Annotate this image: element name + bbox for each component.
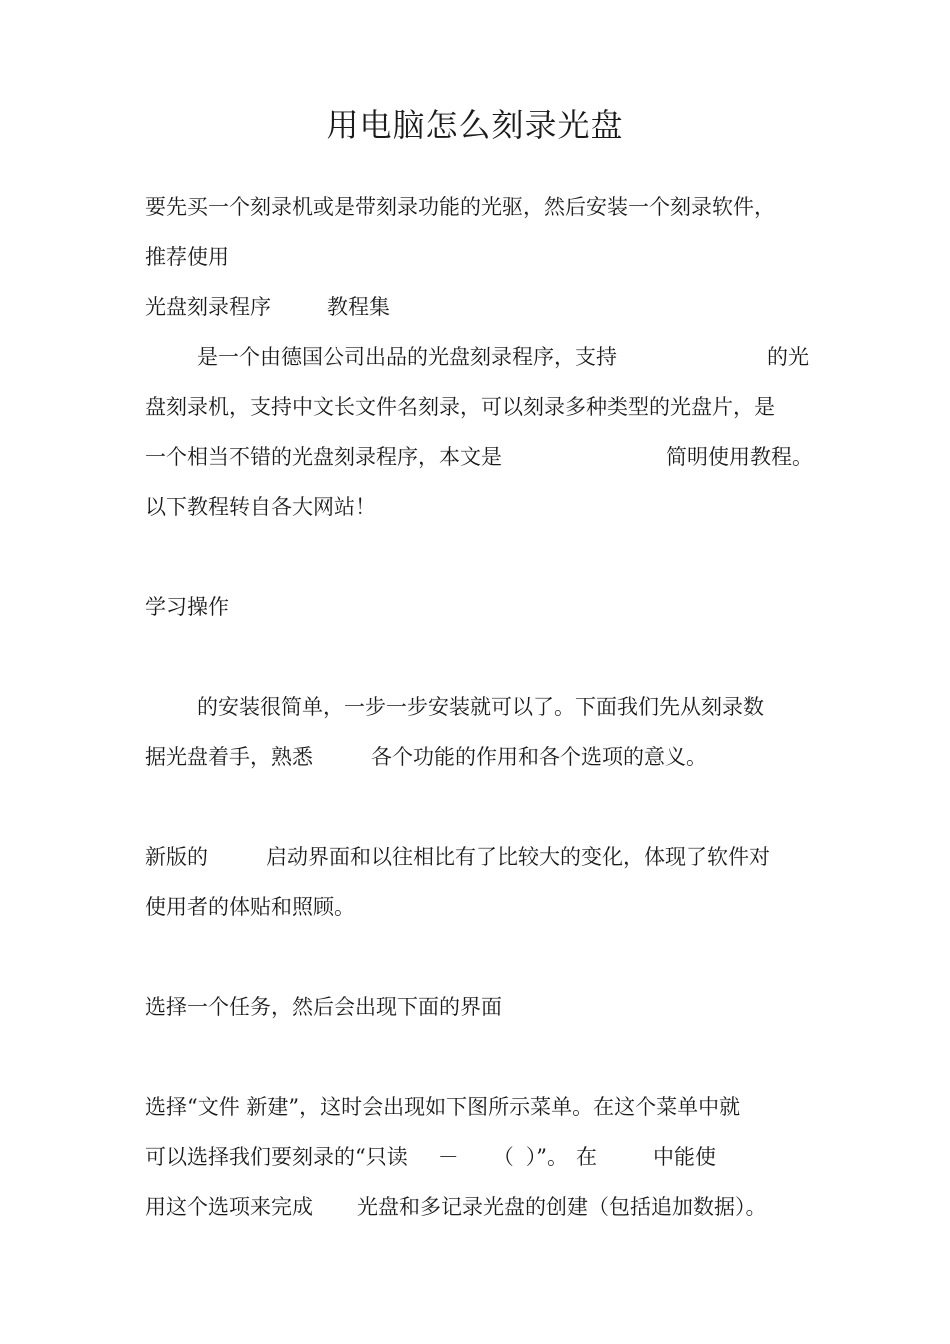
text-span: 是一个由德国公司出品的光盘刻录程序，支持 [197, 345, 617, 369]
paragraph-line: 选择一个任务，然后会出现下面的界面 [145, 995, 502, 1019]
paragraph-line [145, 292, 815, 322]
paragraph-line [145, 742, 815, 772]
paragraph-line [145, 1192, 815, 1222]
paragraph-line: 以下教程转自各大网站！ [145, 495, 376, 519]
paragraph-line: 推荐使用 [145, 245, 229, 269]
text-span: 的光 [767, 345, 809, 369]
paragraph-line [197, 342, 809, 372]
text-span: 教程集 [327, 295, 390, 319]
text-span: 据光盘着手，熟悉 [145, 745, 313, 769]
section-heading: 学习操作 [145, 595, 229, 619]
paragraph-line [145, 1142, 815, 1172]
text-span: 光盘和多记录光盘的创建（包括追加数据）。 [357, 1195, 767, 1219]
paragraph-line [145, 842, 815, 872]
text-span: 简明使用教程。 [666, 445, 813, 469]
text-span: － [437, 1145, 459, 1169]
text-span: ）”。 [525, 1145, 568, 1169]
text-span: （ [492, 1145, 514, 1169]
text-span: 各个功能的作用和各个选项的意义。 [371, 745, 707, 769]
text-span: 新版的 [145, 845, 208, 869]
text-span: 用这个选项来完成 [145, 1195, 313, 1219]
text-span: 光盘刻录程序 [145, 295, 271, 319]
text-span: 启动界面和以往相比有了比较大的变化，体现了软件对 [266, 845, 770, 869]
paragraph-line: 的安装很简单，一步一步安装就可以了。下面我们先从刻录数 [197, 695, 764, 719]
paragraph-line: 使用者的体贴和照顾。 [145, 895, 355, 919]
paragraph-line: 盘刻录机，支持中文长文件名刻录，可以刻录多种类型的光盘片，是 [145, 395, 775, 419]
paragraph-line: 选择“文件 新建”，这时会出现如下图所示菜单。在这个菜单中就 [145, 1095, 741, 1119]
text-span: 可以选择我们要刻录的“只读 [145, 1145, 408, 1169]
paragraph-line [145, 442, 813, 472]
document-title: 用电脑怎么刻录光盘 [326, 106, 624, 144]
text-span: 中能使 [653, 1145, 716, 1169]
paragraph-line: 要先买一个刻录机或是带刻录功能的光驱，然后安装一个刻录软件， [145, 195, 775, 219]
text-span: 在 [576, 1145, 597, 1169]
text-span: 一个相当不错的光盘刻录程序，本文是 [145, 445, 502, 469]
